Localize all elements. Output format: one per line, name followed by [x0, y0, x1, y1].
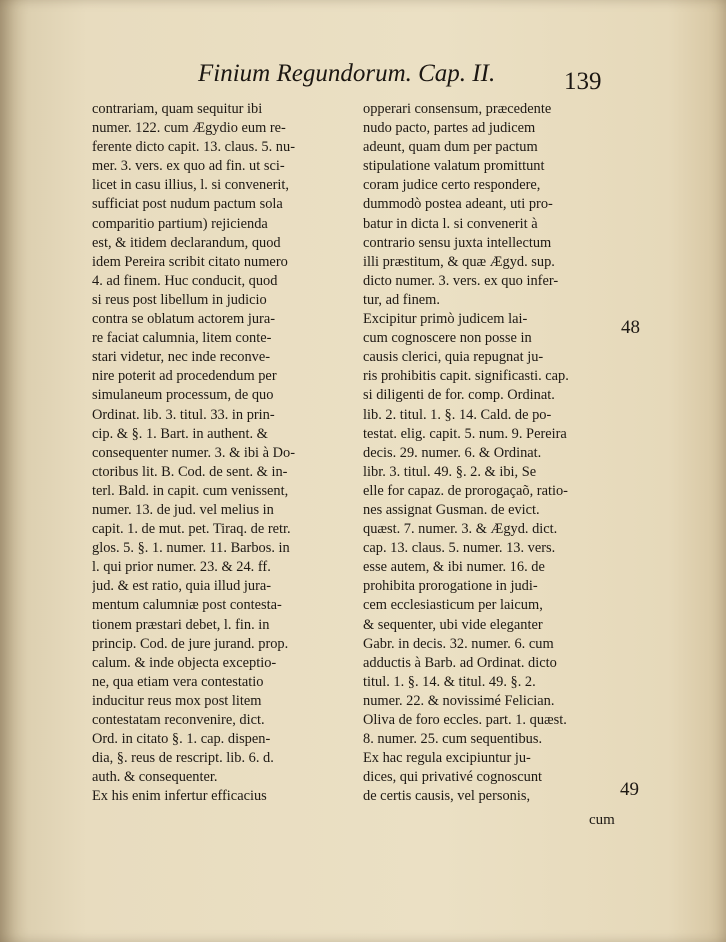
- text-line: coram judice certo respondere,: [363, 177, 541, 194]
- text-line: Ex his enim infertur efficacius: [92, 788, 267, 805]
- text-line: numer. 13. de jud. vel melius in: [92, 501, 274, 518]
- text-line: ris prohibitis capit. significasti. cap.: [363, 368, 569, 385]
- text-line: numer. 22. & novissimé Felician.: [363, 692, 555, 709]
- page-header: [0, 52, 726, 100]
- text-line: idem Pereira scribit citato numero: [92, 253, 288, 270]
- text-line: cem ecclesiasticum per laicum,: [363, 597, 543, 614]
- text-line: stipulatione valatum promittunt: [363, 158, 545, 175]
- text-line: inducitur reus mox post litem: [92, 692, 262, 709]
- text-line: adeunt, quam dum per pactum: [363, 139, 538, 156]
- text-line: jud. & est ratio, quia illud jura-: [92, 578, 272, 595]
- text-line: ne, qua etiam vera contestatio: [92, 673, 264, 690]
- text-line: l. qui prior numer. 23. & 24. ff.: [92, 559, 271, 576]
- text-line: lib. 2. titul. 1. §. 14. Cald. de po-: [363, 406, 552, 423]
- text-line: contestatam reconvenire, dict.: [92, 712, 265, 728]
- text-line: nes assignat Gusman. de evict.: [363, 501, 540, 518]
- text-line: calum. & inde objecta exceptio-: [92, 654, 277, 671]
- text-line: Gabr. in decis. 32. numer. 6. cum: [363, 635, 554, 652]
- text-line: Excipitur primò judicem lai-: [363, 311, 528, 328]
- page-number: 139: [564, 68, 602, 95]
- text-line: capit. 1. de mut. pet. Tiraq. de retr.: [92, 521, 291, 538]
- text-line: comparitio partium) rejicienda: [92, 215, 268, 232]
- text-line: adductis à Barb. ad Ordinat. dicto: [363, 654, 557, 671]
- text-line: stari videtur, nec inde reconve-: [92, 349, 271, 366]
- text-line: simulaneum processum, de quo: [92, 387, 274, 404]
- catchword: cum: [589, 812, 615, 828]
- text-line: titul. 1. §. 14. & titul. 49. §. 2.: [363, 673, 536, 690]
- text-line: Ex hac regula excipiuntur ju-: [363, 750, 531, 767]
- text-line: est, & itidem declarandum, quod: [92, 234, 281, 251]
- text-line: illi præstitum, & quæ Ægyd. sup.: [363, 253, 555, 270]
- text-line: mentum calumniæ post contesta-: [92, 597, 282, 614]
- text-line: consequenter numer. 3. & ibi à Do-: [92, 444, 296, 461]
- text-line: contrario sensu juxta intellectum: [363, 234, 552, 251]
- text-line: cum cognoscere non posse in: [363, 330, 532, 347]
- text-line: nire poterit ad procedendum per: [92, 368, 277, 385]
- margin-number-48: 48: [621, 317, 640, 338]
- text-line: ctoribus lit. B. Cod. de sent. & in-: [92, 463, 288, 480]
- text-line: testat. elig. capit. 5. num. 9. Pereira: [363, 425, 567, 442]
- text-line: licet in casu illius, l. si convenerit,: [92, 177, 290, 194]
- text-line: Ord. in citato §. 1. cap. dispen-: [92, 731, 271, 748]
- text-line: auth. & consequenter.: [92, 769, 218, 786]
- text-line: sufficiat post nudum pactum sola: [92, 196, 283, 213]
- text-line: terl. Bald. in capit. cum venissent,: [92, 482, 289, 499]
- text-line: dices, qui privativé cognoscunt: [363, 769, 543, 786]
- text-line: ferente dicto capit. 13. claus. 5. nu-: [92, 139, 295, 156]
- text-line: esse autem, & ibi numer. 16. de: [363, 559, 545, 576]
- text-line: de certis causis, vel personis,: [363, 788, 531, 805]
- text-line: Oliva de foro eccles. part. 1. quæst.: [363, 712, 567, 728]
- text-line: nudo pacto, partes ad judicem: [363, 120, 536, 137]
- text-line: dummodò postea adeant, uti pro-: [363, 196, 553, 213]
- text-line: Ordinat. lib. 3. titul. 33. in prin-: [92, 406, 275, 423]
- left-column: [92, 100, 350, 806]
- text-line: tur, ad finem.: [363, 291, 440, 308]
- text-line: cap. 13. claus. 5. numer. 13. vers.: [363, 540, 556, 557]
- text-line: libr. 3. titul. 49. §. 2. & ibi, Se: [363, 463, 537, 480]
- text-line: & sequenter, ubi vide eleganter: [363, 616, 543, 633]
- text-line: glos. 5. §. 1. numer. 11. Barbos. in: [92, 540, 290, 557]
- text-line: decis. 29. numer. 6. & Ordinat.: [363, 444, 542, 461]
- text-line: cip. & §. 1. Bart. in authent. &: [92, 425, 268, 442]
- text-line: 4. ad finem. Huc conducit, quod: [92, 272, 278, 289]
- margin-number-49: 49: [620, 779, 639, 800]
- text-line: princip. Cod. de jure jurand. prop.: [92, 635, 289, 652]
- text-line: dicto numer. 3. vers. ex quo infer-: [363, 272, 559, 289]
- right-column: [363, 100, 623, 806]
- text-line: mer. 3. vers. ex quo ad fin. ut sci-: [92, 158, 285, 175]
- text-line: si diligenti de for. comp. Ordinat.: [363, 387, 555, 404]
- text-line: elle for capaz. de prorogaçaõ, ratio-: [363, 482, 568, 499]
- text-line: contrariam, quam sequitur ibi: [92, 101, 263, 117]
- text-line: batur in dicta l. si convenerit à: [363, 215, 538, 232]
- text-line: opperari consensum, præcedente: [363, 101, 552, 117]
- text-line: si reus post libellum in judicio: [92, 291, 267, 308]
- running-title: Finium Regundorum. Cap. II.: [198, 60, 496, 87]
- text-line: contra se oblatum actorem jura-: [92, 311, 276, 328]
- text-line: prohibita prorogatione in judi-: [363, 578, 538, 595]
- text-line: causis clerici, quia repugnat ju-: [363, 349, 544, 366]
- text-line: tionem præstari debet, l. fin. in: [92, 616, 270, 633]
- text-line: quæst. 7. numer. 3. & Ægyd. dict.: [363, 521, 558, 538]
- text-line: 8. numer. 25. cum sequentibus.: [363, 731, 543, 748]
- text-line: numer. 122. cum Ægydio eum re-: [92, 120, 286, 137]
- text-line: re faciat calumnia, litem conte-: [92, 330, 272, 347]
- text-line: dia, §. reus de rescript. lib. 6. d.: [92, 750, 274, 767]
